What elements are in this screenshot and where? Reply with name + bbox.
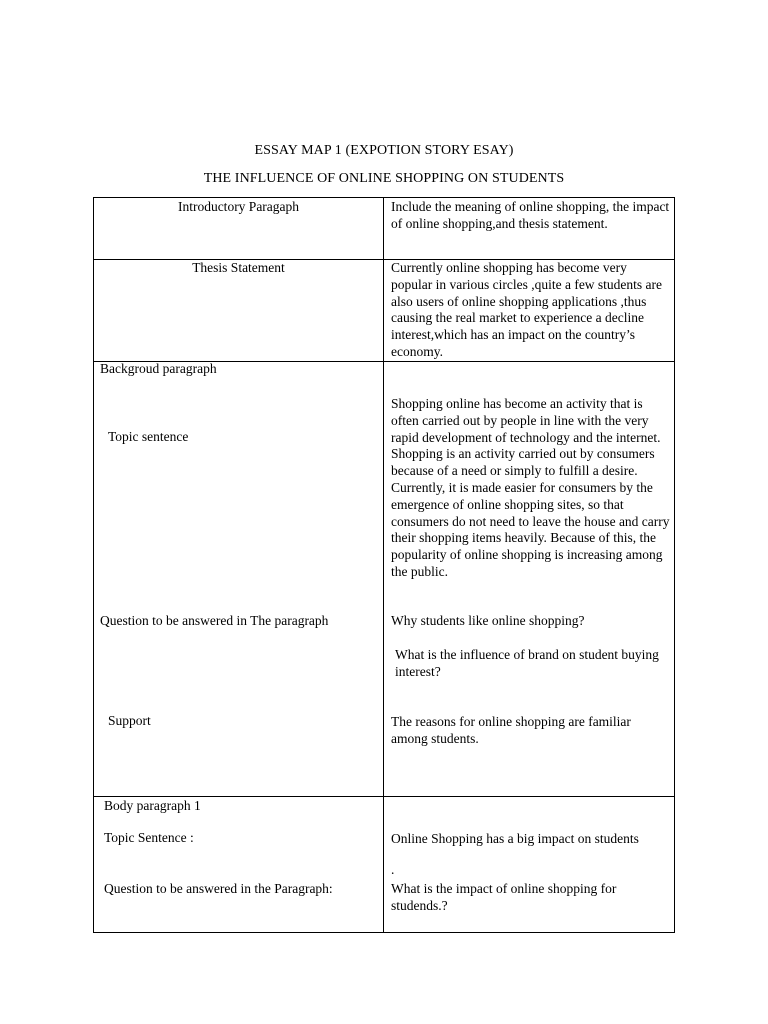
background-support-label: Support: [108, 713, 151, 728]
essay-map-title: ESSAY MAP 1 (EXPOTION STORY ESAY): [254, 143, 514, 158]
table-row-divider: [93, 796, 675, 797]
background-question-label: Question to be answered in The paragraph: [100, 613, 329, 628]
body1-topic-label: Topic Sentence :: [104, 830, 194, 845]
background-support-content: The reasons for online shopping are familiar among students.: [391, 714, 631, 746]
table-column-divider: [383, 197, 384, 933]
essay-topic-title: THE INFLUENCE OF ONLINE SHOPPING ON STUDENTS: [203, 171, 565, 186]
thesis-label: Thesis Statement: [192, 260, 285, 275]
background-topic-content: Shopping online has become an activity that is often carried out by people in line with the very rapid development of technology and the internet. Shopping is an activity carried out by consumers because of a need or simply to fulfill a desire. Currently, it is made easier for consumers by the emergence of online shopping sites, so that consumers do not need to leave the house and carry their shopping items heavily. Because of this, the popularity of online shopping is increasing among the public.: [391, 396, 670, 579]
body1-stray-period: .: [391, 862, 395, 877]
background-topic-label: Topic sentence: [108, 429, 189, 444]
intro-content: Include the meaning of online shopping, the impact of online shopping,and thesis statement.: [391, 199, 670, 231]
body1-topic-content: Online Shopping has a big impact on students: [391, 831, 639, 846]
thesis-content: Currently online shopping has become very popular in various circles ,quite a few students are also users of online shopping applications ,thus causing the real market to experience a decline interest,which has an impact on the country’s economy.: [391, 260, 663, 359]
body1-question-label: Question to be answered in the Paragraph:: [104, 881, 333, 896]
background-question-2: What is the influence of brand on student buying interest?: [395, 647, 659, 679]
background-question-1: Why students like online shopping?: [391, 613, 585, 628]
intro-label: Introductory Paragaph: [177, 199, 300, 214]
body1-heading: Body paragraph 1: [104, 798, 201, 813]
background-heading: Backgroud paragraph: [100, 361, 217, 376]
body1-question-content: What is the impact of online shopping for studends.?: [391, 881, 617, 913]
